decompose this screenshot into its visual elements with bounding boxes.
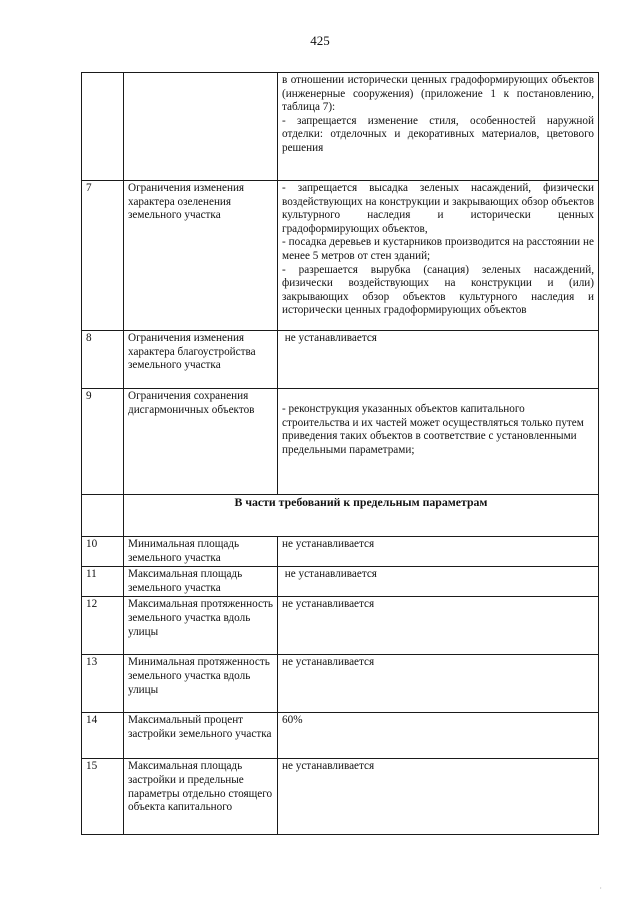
- row-value: [278, 389, 599, 495]
- value-line: - запрещается изменение стиля, особенностей наружной отделки: отделочных и декоративных материалов, цветового решения: [282, 114, 594, 154]
- page-number: 425: [310, 33, 330, 48]
- row-parameter: Минимальная площадь земельного участка: [124, 537, 278, 567]
- row-parameter: Максимальная протяженность земельного участка вдоль улицы: [124, 597, 278, 655]
- row-value: не устанавливается: [278, 655, 599, 713]
- row-number: 11: [82, 567, 124, 597]
- row-parameter: Максимальная площадь земельного участка: [124, 567, 278, 597]
- section-empty-cell: [82, 495, 124, 537]
- row-parameter: Минимальная протяженность земельного участка вдоль улицы: [124, 655, 278, 713]
- row-number: 9: [82, 389, 124, 495]
- row-parameter: [124, 73, 278, 181]
- row-parameter: Ограничения изменения характера благоустройства земельного участка: [124, 331, 278, 389]
- regulations-table: [81, 72, 599, 835]
- row-number: 7: [82, 181, 124, 331]
- section-row: [82, 495, 599, 537]
- row-value: не устанавливается: [278, 567, 599, 597]
- table-row: [82, 713, 599, 759]
- value-line: - разрешается вырубка (санация) зеленых насаждений, физически воздействующих на конструкции и (или) закрывающих обзор объектов культурного наследия и исторически ценных градоформирующих объектов: [282, 263, 594, 317]
- row-value: не устанавливается: [278, 597, 599, 655]
- table-row: [82, 655, 599, 713]
- row-number: [82, 73, 124, 181]
- table-row: [82, 567, 599, 597]
- value-line: в отношении исторически ценных градоформирующих объектов (инженерные сооружения) (приложение 1 к постановлению, таблица 7):: [282, 74, 594, 114]
- row-number: 10: [82, 537, 124, 567]
- table-row: [82, 597, 599, 655]
- table-row: [82, 537, 599, 567]
- row-value: [278, 181, 599, 331]
- row-number: 15: [82, 759, 124, 835]
- row-parameter: Максимальная площадь застройки и предельные параметры отдельно стоящего объекта капитального: [124, 759, 278, 835]
- table-row: [82, 759, 599, 835]
- value-line: - запрещается высадка зеленых насаждений, физически воздействующих на конструкции и закрывающих обзор объектов культурного наследия и исторически ценных градоформирующих объектов,: [282, 182, 594, 235]
- row-parameter: Максимальный процент застройки земельного участка: [124, 713, 278, 759]
- scan-mark: ·: [599, 884, 602, 893]
- section-title: В части требований к предельным параметрам: [124, 495, 599, 537]
- row-number: 14: [82, 713, 124, 759]
- row-value: 60%: [278, 713, 599, 759]
- value-line: не устанавливается: [282, 332, 377, 344]
- row-number: 13: [82, 655, 124, 713]
- table-row: [82, 331, 599, 389]
- row-parameter: Ограничения сохранения дисгармоничных объектов: [124, 389, 278, 495]
- table-row: [82, 181, 599, 331]
- row-value: не устанавливается: [278, 759, 599, 835]
- row-value: [278, 73, 599, 181]
- value-line: - посадка деревьев и кустарников производится на расстоянии не менее 5 метров от стен зданий;: [282, 236, 594, 262]
- row-value: не устанавливается: [278, 537, 599, 567]
- table-row: [82, 389, 599, 495]
- row-number: 12: [82, 597, 124, 655]
- row-parameter: Ограничения изменения характера озеленения земельного участка: [124, 181, 278, 331]
- row-number: 8: [82, 331, 124, 389]
- value-line: - реконструкция указанных объектов капитального строительства и их частей может осуществляться только путем приведения таких объектов в соответствие с установленными предельными параметрами;: [282, 403, 584, 456]
- row-value: [278, 331, 599, 389]
- table-row: [82, 73, 599, 181]
